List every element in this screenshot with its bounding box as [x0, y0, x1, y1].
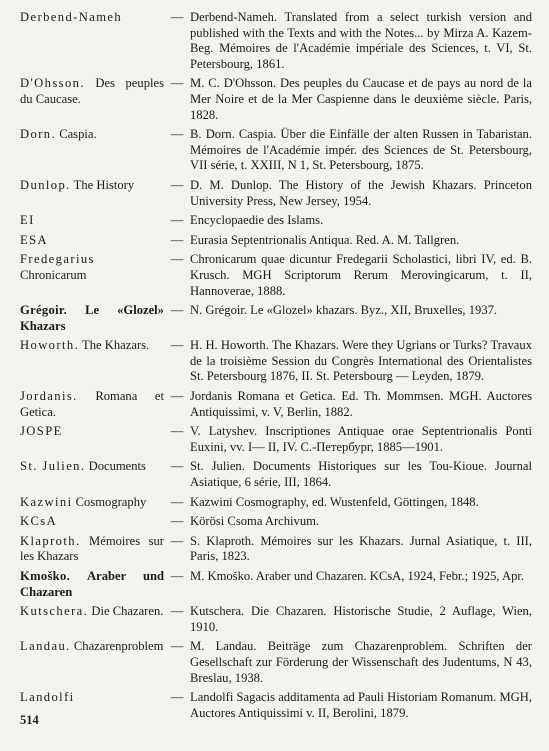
entry-description: Derbend-Nameh. Translated from a select turkish version and published with the Texts and with the Notes... by Mirza A. Kazem-Beg. Mémoires de l'Académie impériale des Sciences, t. VI, St. Petersbourg, 1861.: [190, 10, 532, 71]
entry-dash: —: [170, 690, 184, 705]
entry-abbreviation: [20, 495, 164, 511]
entry-description: M. Landau. Beiträge zum Chazarenproblem. Schriften der Gesellschaft zur Förderung der Wissenschaft des Judentums, N 43, Breslau, 1938.: [190, 639, 532, 685]
abbreviation-title: Le «Glozel» Khazars: [20, 303, 164, 333]
abbreviation-title: Chronicarum: [20, 267, 87, 282]
abbreviation-title: Cosmography: [75, 494, 147, 509]
entry-abbreviation: [20, 76, 164, 107]
abbreviation-key: Kazwini: [20, 494, 73, 509]
entry-description: D. M. Dunlop. The History of the Jewish Khazars. Princeton University Press, New Jersey, 1954.: [190, 177, 532, 208]
entry-abbreviation: [20, 604, 164, 620]
abbreviation-key: EI: [20, 213, 35, 228]
list-item: [20, 10, 532, 72]
abbreviation-key: Grégoir.: [20, 303, 68, 318]
entry-dash: —: [170, 232, 184, 247]
entry-abbreviation: [20, 459, 164, 475]
entry-dash: —: [170, 338, 184, 353]
list-item: [20, 459, 532, 490]
abbreviation-title: Araber und Chazaren: [20, 569, 164, 599]
entry-description: N. Grégoir. Le «Glozel» khazars. Byz., XII, Bruxelles, 1937.: [190, 303, 498, 318]
entry-dash: —: [170, 424, 184, 439]
list-item: [20, 213, 532, 229]
abbreviation-key: Kmoško.: [20, 569, 71, 583]
abbreviation-key: Dorn.: [20, 127, 57, 142]
entry-abbreviation: [20, 338, 164, 354]
entry-dash: —: [170, 514, 184, 529]
entry-abbreviation: [20, 569, 164, 600]
entry-dash: —: [170, 303, 184, 318]
abbreviation-list: [20, 10, 532, 725]
entry-abbreviation: [20, 10, 164, 26]
entry-abbreviation: [20, 233, 164, 249]
abbreviation-key: Howorth.: [20, 338, 80, 353]
entry-description: Chronicarum quae dicuntur Fredegarii Scholastici, libri IV, ed. B. Krusch. MGH Scriptorum Rerum Merovingicarum, t. II, Hannoverae, 1888.: [190, 252, 532, 298]
list-item: [20, 389, 532, 420]
entry-description: S. Klaproth. Mémoires sur les Khazars. Jurnal Asiatique, t. III, Paris, 1823.: [190, 533, 532, 564]
abbreviation-key: Landau.: [20, 639, 71, 654]
entry-description: M. Kmoško. Araber und Chazaren. KCsA, 1924, Febr.; 1925, Apr.: [190, 569, 525, 583]
list-item: [20, 495, 532, 511]
entry-abbreviation: [20, 424, 164, 440]
entry-abbreviation: [20, 127, 164, 143]
entry-dash: —: [170, 389, 184, 404]
abbreviation-title: Des peuples du Caucase.: [20, 76, 164, 106]
list-item: [20, 338, 532, 385]
entry-dash: —: [170, 127, 184, 142]
abbreviation-key: D'Ohsson.: [20, 76, 85, 91]
entry-dash: —: [170, 459, 184, 474]
entry-abbreviation: [20, 389, 164, 420]
abbreviation-key: Klaproth.: [20, 533, 81, 548]
abbreviation-key: Jordanis.: [20, 389, 78, 404]
entry-description: M. C. D'Ohsson. Des peuples du Caucase et de pays au nord de la Mer Noire et de la Mer Caspienne dans le deuxième siècle. Paris, 1828.: [190, 76, 532, 122]
abbreviation-title: Mémoires sur les Khazars: [20, 533, 164, 564]
entry-abbreviation: [20, 514, 164, 530]
abbreviation-key: Landolfi: [20, 690, 75, 705]
entry-abbreviation: [20, 534, 164, 565]
page-number: 514: [20, 713, 39, 727]
abbreviation-title: Chazarenproblem: [73, 639, 164, 654]
list-item: [20, 569, 532, 600]
abbreviation-title: Romana et Getica.: [20, 389, 164, 419]
entry-abbreviation: [20, 252, 164, 283]
list-item: [20, 604, 532, 635]
entry-description: Jordanis Romana et Getica. Ed. Th. Mommsen. MGH. Auctores Antiquissimi, v. V, Berlin, 1882.: [190, 389, 532, 419]
entry-dash: —: [170, 533, 184, 548]
entry-description: B. Dorn. Caspia. Über die Einfälle der alten Russen in Tabaristan. Mémoires de l'Académie impér. des Sciences de St. Petersbourg, VII série, t. XXIII, N 1, St. Petersbourg, 1875.: [190, 127, 532, 173]
entry-description: V. Latyshev. Inscriptiones Antiquae orae Septentrionalis Ponti Euxini, vv. I— II, IV. С.-Петербург, 1885—1901.: [190, 424, 532, 454]
list-item: [20, 534, 532, 565]
entry-dash: —: [170, 604, 184, 619]
abbreviation-key: ESA: [20, 232, 48, 247]
entry-abbreviation: [20, 303, 164, 334]
entry-description: Encyclopaedie des Islams.: [190, 213, 324, 228]
abbreviation-title: Caspia.: [59, 127, 97, 142]
entry-abbreviation: [20, 213, 164, 229]
abbreviation-key: St. Julien.: [20, 459, 86, 474]
abbreviation-key: Fredegarius: [20, 252, 95, 267]
list-item: [20, 303, 532, 334]
entry-dash: —: [170, 252, 184, 267]
entry-dash: —: [170, 177, 184, 192]
entry-abbreviation: [20, 690, 164, 706]
list-item: [20, 233, 532, 249]
list-item: [20, 76, 532, 123]
list-item: [20, 178, 532, 209]
entry-dash: —: [170, 569, 184, 583]
abbreviation-key: Dunlop.: [20, 177, 71, 192]
abbreviation-title: The History: [73, 177, 135, 192]
list-item: [20, 127, 532, 174]
entry-dash: —: [170, 639, 184, 654]
entry-dash: —: [170, 213, 184, 228]
entry-description: St. Julien. Documents Historiques sur les Tou-Kioue. Journal Asiatique, 6 série, III, 1864.: [190, 459, 532, 490]
entry-description: H. H. Howorth. The Khazars. Were they Ugrians or Turks? Travaux de la troisième Session du Congrès International des Orientalistes St. Petersbourg 1876, II. St. Petersbourg — Leyden, 1879.: [190, 338, 532, 384]
entry-abbreviation: [20, 178, 164, 194]
abbreviation-title: Die Chazaren.: [91, 604, 164, 619]
abbreviation-title: Documents: [88, 459, 146, 474]
entry-dash: —: [170, 10, 184, 24]
entry-description: Körösi Csoma Archivum.: [190, 514, 320, 529]
list-item: [20, 514, 532, 530]
abbreviation-key: Kutschera.: [20, 604, 89, 619]
list-item: [20, 690, 532, 721]
abbreviation-key: KCsA: [20, 514, 58, 529]
entry-abbreviation: [20, 639, 164, 655]
abbreviation-key: JOSPE: [20, 424, 63, 439]
list-item: [20, 252, 532, 299]
abbreviation-title: The Khazars.: [82, 338, 150, 353]
entry-description: Landolfi Sagacis additamenta ad Pauli Historiam Romanum. MGH, Auctores Antiquissimi v. II, Berolini, 1879.: [190, 690, 532, 720]
entry-description: Kazwini Cosmography, ed. Wustenfeld, Göttingen, 1848.: [190, 494, 479, 509]
entry-description: Kutschera. Die Chazaren. Historische Studie, 2 Auflage, Wien, 1910.: [190, 604, 532, 634]
entry-description: Eurasia Septentrionalis Antiqua. Red. A. M. Tallgren.: [190, 232, 460, 247]
list-item: [20, 424, 532, 455]
list-item: [20, 639, 532, 686]
abbreviation-key: Derbend-Nameh: [20, 10, 123, 24]
entry-dash: —: [170, 76, 184, 91]
entry-dash: —: [170, 494, 184, 509]
